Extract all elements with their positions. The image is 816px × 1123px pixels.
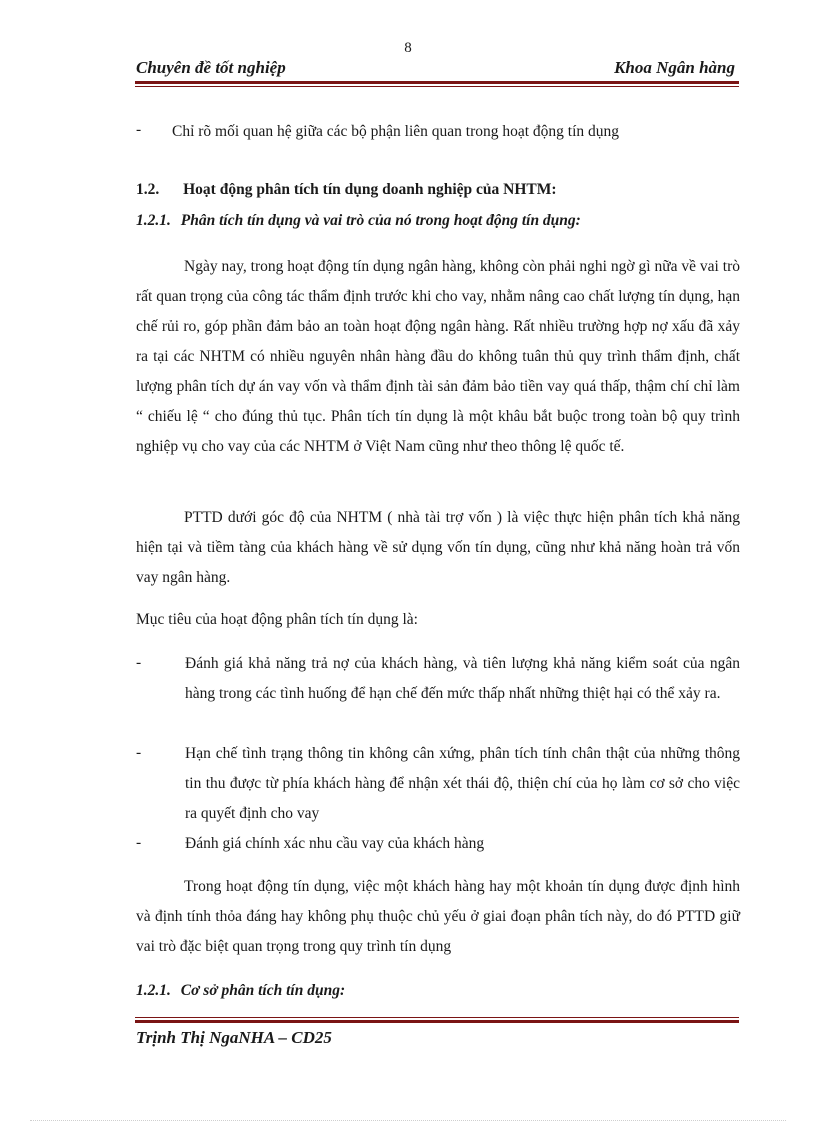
objective-item: Hạn chế tình trạng thông tin không cân xứng, phân tích tính chân thật của những thông tin thu được từ phía khách hàng để nhận xét thái độ, thiện chí của họ làm cơ sở cho việc ra quyết định cho vay: [185, 745, 740, 822]
objective-dash: -: [136, 744, 142, 761]
subsection-title: Phân tích tín dụng và vai trò của nó trong hoạt động tín dụng:: [180, 212, 581, 229]
header-rule-thin: [135, 86, 739, 87]
subsection-number: 1.2.1.: [136, 212, 171, 229]
objective-dash: -: [136, 834, 142, 851]
section-title: Hoạt động phân tích tín dụng doanh nghiệp của NHTM:: [183, 181, 557, 198]
footer-rule-thick: [135, 1020, 739, 1023]
subsection-number: 1.2.1.: [136, 982, 171, 999]
page-number: 8: [404, 40, 412, 56]
header-title-left: Chuyên đề tốt nghiệp: [136, 58, 286, 77]
subsection-title: Cơ sở phân tích tín dụng:: [180, 982, 346, 999]
paragraph-pttd-importance: Trong hoạt động tín dụng, việc một khách hàng hay một khoản tín dụng được định hình và định tính thỏa đáng hay không phụ thuộc chủ yếu ở giai đoạn phân tích này, do đó PTTD giữ vai trò đặc biệt quan trọng trong quy trình tín dụng: [136, 878, 740, 955]
paragraph-objectives-intro: Mục tiêu của hoạt động phân tích tín dụng là:: [136, 611, 418, 628]
header-rule-thick: [135, 81, 739, 84]
footer-author: Trịnh Thị NgaNHA – CD25: [136, 1028, 332, 1047]
footer-rule-thin: [135, 1017, 739, 1018]
objective-item: Đánh giá chính xác nhu cầu vay của khách hàng: [185, 835, 485, 852]
subsection-heading-basis: [136, 982, 345, 1000]
paragraph-credit-analysis-role: Ngày nay, trong hoạt động tín dụng ngân hàng, không còn phải nghi ngờ gì nữa về vai trò rất quan trọng của công tác thẩm định trước khi cho vay, nhằm nâng cao chất lượng tín dụng, hạn chế rủi ro, góp phần đảm bảo an toàn hoạt động ngân hàng. Rất nhiều trường hợp nợ xấu đã xảy ra tại các NHTM có nhiều nguyên nhân hàng đầu do không tuân thủ quy trình thẩm định, chất lượng phân tích dự án vay vốn và thẩm định tài sản đảm bảo tiền vay quá thấp, thậm chí chỉ làm “ chiếu lệ “ cho đúng thủ tục. Phân tích tín dụng là một khâu bắt buộc trong toàn bộ quy trình nghiệp vụ cho vay của các NHTM ở Việt Nam cũng như theo thông lệ quốc tế.: [136, 258, 740, 455]
bullet-dash: -: [136, 121, 142, 138]
objective-item: Đánh giá khả năng trả nợ của khách hàng, và tiên lượng khả năng kiểm soát của ngân hàng trong các tình huống để hạn chế đến mức thấp nhất những thiệt hại có thể xảy ra.: [185, 655, 740, 702]
section-heading-1-2: [136, 181, 557, 199]
paragraph-pttd-definition: PTTD dưới góc độ của NHTM ( nhà tài trợ vốn ) là việc thực hiện phân tích khả năng hiện tại và tiềm tàng của khách hàng về sử dụng vốn tín dụng, cũng như khả năng hoàn trả vốn vay ngân hàng.: [136, 509, 740, 586]
subsection-heading-1-2-1: [136, 212, 581, 230]
page-edge-divider: [30, 1120, 786, 1121]
header-title-right: Khoa Ngân hàng: [614, 58, 735, 77]
intro-bullet-text: Chỉ rõ mối quan hệ giữa các bộ phận liên quan trong hoạt động tín dụng: [172, 123, 620, 140]
section-number: 1.2.: [136, 181, 160, 198]
objective-dash: -: [136, 654, 142, 671]
